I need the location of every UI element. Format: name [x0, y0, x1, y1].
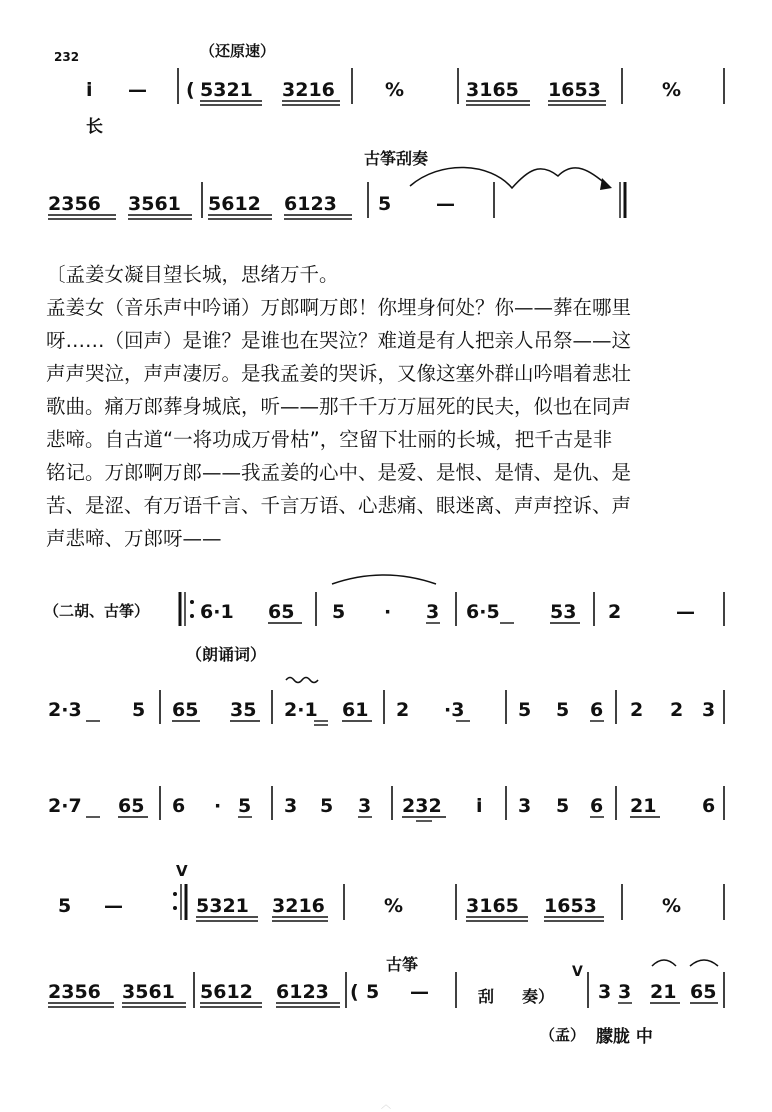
note: 5: [238, 795, 252, 817]
note: 6: [590, 795, 604, 817]
note-group: 3165: [466, 79, 519, 101]
guzheng-annotation: 古筝: [386, 955, 419, 974]
glissando-curve: [410, 167, 608, 188]
narration-line: 孟姜女（音乐声中吟诵）万郎啊万郎！你埋身何处？你——葬在哪里: [46, 296, 632, 319]
note-group: 5321: [196, 895, 249, 917]
grace-note: 232: [54, 50, 80, 64]
repeat-sign: %: [385, 79, 405, 101]
paren: (: [186, 79, 195, 101]
narration-line: 铭记。万郎啊万郎——我孟姜的心中、是爱、是恨、是情、是仇、是: [46, 461, 632, 484]
narration-line: 呀……（回声）是谁？是谁也在哭泣？难道是有人把亲人吊祭——这: [46, 329, 632, 352]
note: 3: [702, 699, 716, 721]
trill-icon: [286, 678, 318, 683]
repeat-sign: %: [662, 895, 682, 917]
note-group: 61: [342, 699, 369, 721]
note: 3: [358, 795, 372, 817]
tempo-marking: （还原速）: [200, 42, 276, 60]
narration-text: [46, 258, 736, 555]
dash: —: [410, 981, 429, 1003]
note: 5: [132, 699, 146, 721]
narration-line: 悲啼。自古道“一将功成万骨枯”，空留下壮丽的长城，把千古是非: [46, 428, 613, 451]
repeat-dot: [190, 600, 194, 604]
note-group: 2·1: [284, 699, 318, 721]
repeat-dot: [173, 892, 177, 896]
note-group: 5612: [200, 981, 253, 1003]
dash: —: [676, 601, 695, 623]
note: 5: [320, 795, 334, 817]
repeat-sign: %: [384, 895, 404, 917]
page-marker-icon: ︿: [381, 1100, 391, 1111]
dot: ·: [384, 601, 392, 623]
breath-mark: V: [572, 964, 583, 980]
note-group: 2·7: [48, 795, 82, 817]
note: 5: [332, 601, 346, 623]
note-group: 1653: [544, 895, 597, 917]
dash: —: [104, 895, 123, 917]
breath-mark: V: [176, 862, 188, 880]
note: 3: [598, 981, 612, 1003]
slur: [690, 960, 718, 966]
note: 5: [518, 699, 532, 721]
slur: [652, 960, 676, 966]
note-group: 3561: [122, 981, 175, 1003]
slur: [332, 575, 436, 584]
instrument-marking: （二胡、古筝）: [44, 602, 150, 620]
note-group: ·3: [444, 699, 465, 721]
stage-direction: 〔孟姜女凝目望长城，思绪万千。: [46, 263, 339, 286]
gliss-text-2: 奏）: [522, 987, 555, 1006]
note: 6: [702, 795, 716, 817]
score-line-1-2: [0, 0, 772, 240]
note-group: 65: [268, 601, 295, 623]
dash: —: [128, 79, 147, 101]
note-group: 3165: [466, 895, 519, 917]
note-group: 2·3: [48, 699, 82, 721]
note-group: 6123: [284, 193, 337, 215]
lyric-line1: 长: [86, 117, 103, 137]
lyric-line7: 朦胧 中: [596, 1027, 653, 1047]
note-group: 5321: [200, 79, 253, 101]
note: 3: [618, 981, 632, 1003]
note-group: 6123: [276, 981, 329, 1003]
note: 5: [366, 981, 380, 1003]
note: 2: [630, 699, 644, 721]
recitation-marking: （朗诵词）: [186, 645, 267, 664]
note-group: 3561: [128, 193, 181, 215]
note-group: 2356: [48, 193, 101, 215]
note-group: 21: [650, 981, 677, 1003]
note-group: 232: [402, 795, 442, 817]
note: 2: [670, 699, 684, 721]
note-group: 35: [230, 699, 257, 721]
note-group: 6·1: [200, 601, 234, 623]
note: 6: [590, 699, 604, 721]
note-group: 2356: [48, 981, 101, 1003]
note-group: 5612: [208, 193, 261, 215]
note-group: 65: [118, 795, 145, 817]
dash: —: [436, 193, 455, 215]
repeat-dot: [173, 906, 177, 910]
note: i: [86, 79, 93, 101]
narration-line: 歌曲。痛万郎葬身城底，听——那千千万万屈死的民夫，似也在同声: [46, 395, 632, 418]
note-group: 53: [550, 601, 577, 623]
note: 2: [396, 699, 410, 721]
narration-line: 苦、是涩、有万语千言、千言万语、心悲痛、眼迷离、声声控诉、声: [46, 494, 632, 517]
repeat-sign: %: [662, 79, 682, 101]
narration-line: 声声哭泣，声声凄厉。是我孟姜的哭诉，又像这塞外群山吟唱着悲壮: [46, 362, 632, 385]
note: 2: [608, 601, 622, 623]
note-group: 65: [172, 699, 199, 721]
note: 6: [172, 795, 186, 817]
paren: (: [350, 981, 359, 1003]
note: 5: [58, 895, 72, 917]
note: 5: [556, 699, 570, 721]
note-group: 65: [690, 981, 717, 1003]
guzheng-gliss-annotation: 古筝刮奏: [364, 149, 429, 168]
arrow-head-icon: [600, 178, 612, 190]
gliss-text: 刮: [478, 987, 495, 1006]
note: 3: [518, 795, 532, 817]
note: 5: [556, 795, 570, 817]
note-group: 3216: [282, 79, 335, 101]
repeat-dot: [190, 614, 194, 618]
note-group: 3216: [272, 895, 325, 917]
narration-line: 声悲啼、万郎呀——: [46, 527, 222, 550]
note: 5: [378, 193, 392, 215]
note: i: [476, 795, 483, 817]
note-group: 1653: [548, 79, 601, 101]
note-group: 21: [630, 795, 657, 817]
dot: ·: [214, 795, 222, 817]
singer-label: （孟）: [540, 1026, 586, 1044]
note: 3: [426, 601, 440, 623]
note: 3: [284, 795, 298, 817]
note-group: 6·5: [466, 601, 500, 623]
